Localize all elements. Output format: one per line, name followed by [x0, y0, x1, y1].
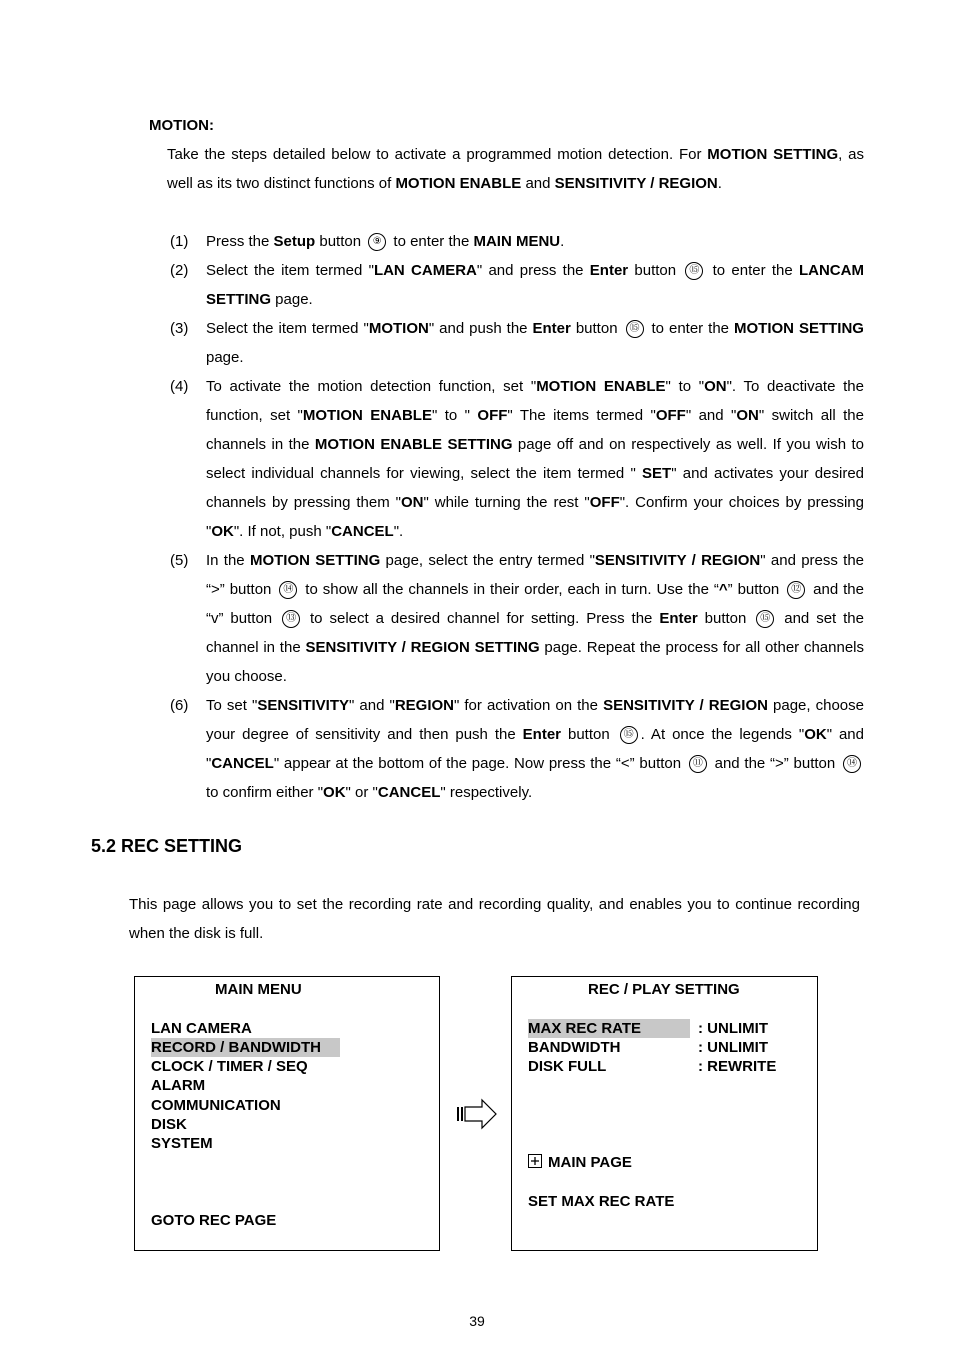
- step-4: (4) To activate the motion detection function, set "MOTION ENABLE" to "ON". To deactivate the function, set "MOTION ENABLE" to " OFF" The items termed "OFF" and "ON" switch all the channels in the MOTION ENABLE SETTING page off and on respectively as well. If you wish to select individual channels for viewing, select the item termed " SET" and activates your desired channels by pressing them "ON" while turning the rest "OFF". Confirm your choices by pressing "OK". If not, push "CANCEL".: [170, 378, 865, 540]
- step-1: (1) Press the Setup button ⑨ to enter the MAIN MENU.: [170, 233, 565, 250]
- menu-item-alarm[interactable]: ALARM: [151, 1077, 206, 1094]
- button-number-icon: ⑮: [620, 726, 638, 744]
- section-intro: This page allows you to set the recording rate and recording quality, and enables you to continue recording when the disk is full.: [129, 896, 860, 942]
- button-number-icon: ⑭: [843, 755, 861, 773]
- menu-item-clock-timer-seq[interactable]: CLOCK / TIMER / SEQ: [151, 1058, 308, 1075]
- menu-item-communication[interactable]: COMMUNICATION: [151, 1097, 281, 1114]
- main-page-link[interactable]: MAIN PAGE: [528, 1153, 632, 1172]
- menu-item-disk[interactable]: DISK: [151, 1116, 187, 1133]
- page-number: 39: [469, 1313, 485, 1329]
- goto-rec-page[interactable]: GOTO REC PAGE: [151, 1212, 277, 1229]
- button-number-icon: ⑮: [626, 320, 644, 338]
- menu-item-record-bandwidth[interactable]: RECORD / BANDWIDTH: [151, 1038, 340, 1057]
- menu-item-system[interactable]: SYSTEM: [151, 1135, 213, 1152]
- main-menu-title: MAIN MENU: [215, 981, 302, 998]
- return-icon: [528, 1154, 542, 1168]
- step-3: (3) Select the item termed "MOTION" and push the Enter button ⑮ to enter the MOTION SETTING page.: [170, 320, 864, 366]
- set-max-rec-rate[interactable]: SET MAX REC RATE: [528, 1193, 675, 1210]
- section-title: 5.2 REC SETTING: [91, 836, 243, 856]
- motion-steps: [170, 227, 864, 807]
- setting-row-disk-full[interactable]: DISK FULL : REWRITE: [528, 1058, 777, 1075]
- motion-heading: MOTION:: [149, 117, 214, 134]
- step-2: (2) Select the item termed "LAN CAMERA" and press the Enter button ⑮ to enter the LANCAM SETTING page.: [170, 262, 864, 308]
- setting-row-bandwidth[interactable]: BANDWIDTH : UNLIMIT: [528, 1039, 768, 1056]
- arrow-right-icon: [456, 1098, 498, 1130]
- button-number-icon: ⑬: [282, 610, 300, 628]
- button-number-icon: ⑫: [787, 581, 805, 599]
- main-menu-screen: [134, 976, 440, 1251]
- motion-intro: Take the steps detailed below to activate a programmed motion detection. For MOTION SETTING, as well as its two distinct functions of MOTION ENABLE and SENSITIVITY / REGION.: [167, 146, 864, 192]
- step-5: (5) In the MOTION SETTING page, select the entry termed "SENSITIVITY / REGION" and press the “>” button ⑭ to show all the channels in their order, each in turn. Use the “^” button ⑫ and the “v” button ⑬ to select a desired channel for setting. Press the Enter button ⑮ and set the channel in the SENSITIVITY / REGION SETTING page. Repeat the process for all other channels you choose.: [170, 552, 865, 685]
- menu-item-lan-camera[interactable]: LAN CAMERA: [151, 1020, 252, 1037]
- step-6: (6) To set "SENSITIVITY" and "REGION" for activation on the SENSITIVITY / REGION page, choose your degree of sensitivity and then push the Enter button ⑮ . At once the legends "OK" and "CANCEL" appear at the bottom of the page. Now press the “<” button ⑪ and the “>” button ⑭ to confirm either "OK" or "CANCEL" respectively.: [170, 697, 864, 801]
- rec-play-title: REC / PLAY SETTING: [588, 981, 740, 998]
- button-number-icon: ⑮: [685, 262, 703, 280]
- button-number-icon: ⑪: [689, 755, 707, 773]
- setting-row-max-rec-rate[interactable]: MAX REC RATE : UNLIMIT: [528, 1020, 768, 1037]
- button-number-icon: ⑭: [279, 581, 297, 599]
- button-number-icon: ⑨: [368, 233, 386, 251]
- button-number-icon: ⑮: [756, 610, 774, 628]
- rec-play-setting-screen: [511, 976, 818, 1251]
